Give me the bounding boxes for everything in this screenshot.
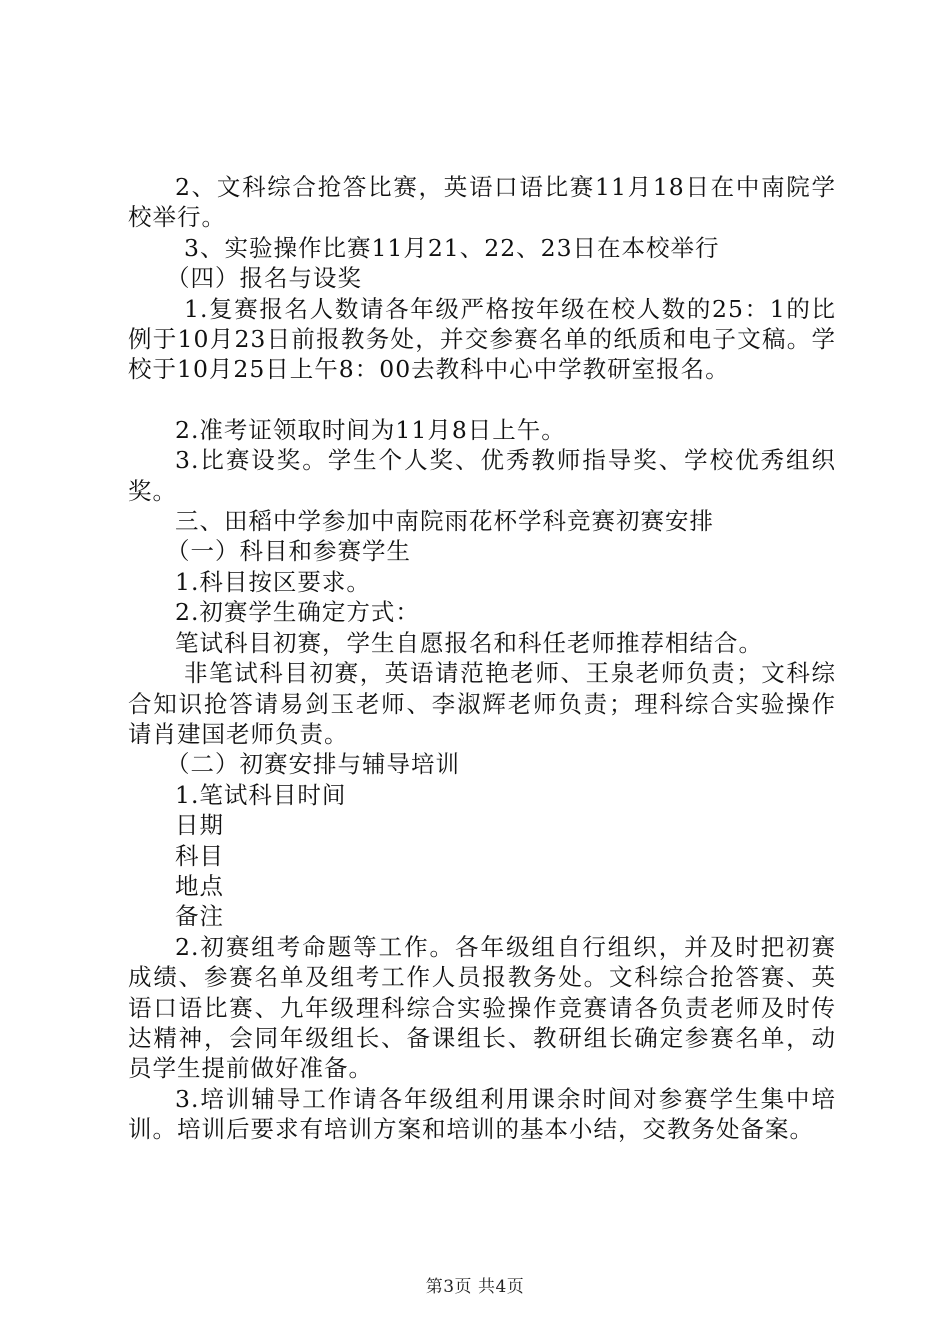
paragraph-competition-dates: 2、文科综合抢答比赛，英语口语比赛11月18日在中南院学校举行。: [128, 173, 836, 232]
section-heading-training: （二）初赛安排与辅导培训: [166, 750, 460, 779]
document-body: [128, 172, 836, 1145]
table-header-remarks: 备注: [175, 902, 224, 931]
paragraph-written-time: 1.笔试科目时间: [175, 780, 347, 809]
page-number-footer: 第3页 共4页: [425, 1277, 525, 1297]
paragraph-awards: 3.比赛设奖。学生个人奖、优秀教师指导奖、学校优秀组织奖。: [128, 446, 836, 505]
paragraph-subjects: 1.科目按区要求。: [175, 567, 371, 596]
section-heading-subjects: （一）科目和参赛学生: [166, 537, 411, 566]
table-header-date: 日期: [175, 811, 224, 840]
paragraph-non-written-subjects: 非笔试科目初赛，英语请范艳老师、王泉老师负责；文科综合知识抢答请易剑玉老师、李淑辉老师负责；理科综合实验操作请肖建国老师负责。: [128, 659, 836, 748]
section-heading-registration: （四）报名与设奖: [166, 264, 362, 293]
table-header-location: 地点: [175, 871, 224, 900]
paragraph-experiment-dates: 3、实验操作比赛11月21、22、23日在本校举行: [184, 233, 720, 262]
section-heading-preliminary: 三、田稻中学参加中南院雨花杯学科竞赛初赛安排: [175, 507, 714, 536]
paragraph-selection-method: 2.初赛学生确定方式：: [175, 598, 420, 627]
table-header-subject: 科目: [175, 841, 224, 870]
paragraph-registration-rules: 1.复赛报名人数请各年级严格按年级在校人数的25：1的比例于10月23日前报教务处，并交参赛名单的纸质和电子文稿。学校于10月25日上午8：00去教科中心中学教研室报名。: [128, 294, 836, 384]
paragraph-exam-organization: 2.初赛组考命题等工作。各年级组自行组织，并及时把初赛成绩、参赛名单及组考工作人员报教务处。文科综合抢答赛、英语口语比赛、九年级理科综合实验操作竞赛请各负责老师及时传达精神，会同年级组长、备课组长、教研组长确定参赛名单，动员学生提前做好准备。: [128, 932, 836, 1083]
paragraph-admission-ticket: 2.准考证领取时间为11月8日上午。: [175, 415, 566, 444]
paragraph-training: 3.培训辅导工作请各年级组利用课余时间对参赛学生集中培训。培训后要求有培训方案和培训的基本小结，交教务处备案。: [128, 1084, 836, 1144]
paragraph-written-subjects: 笔试科目初赛，学生自愿报名和科任老师推荐相结合。: [175, 628, 763, 657]
blank-line: [128, 385, 836, 415]
